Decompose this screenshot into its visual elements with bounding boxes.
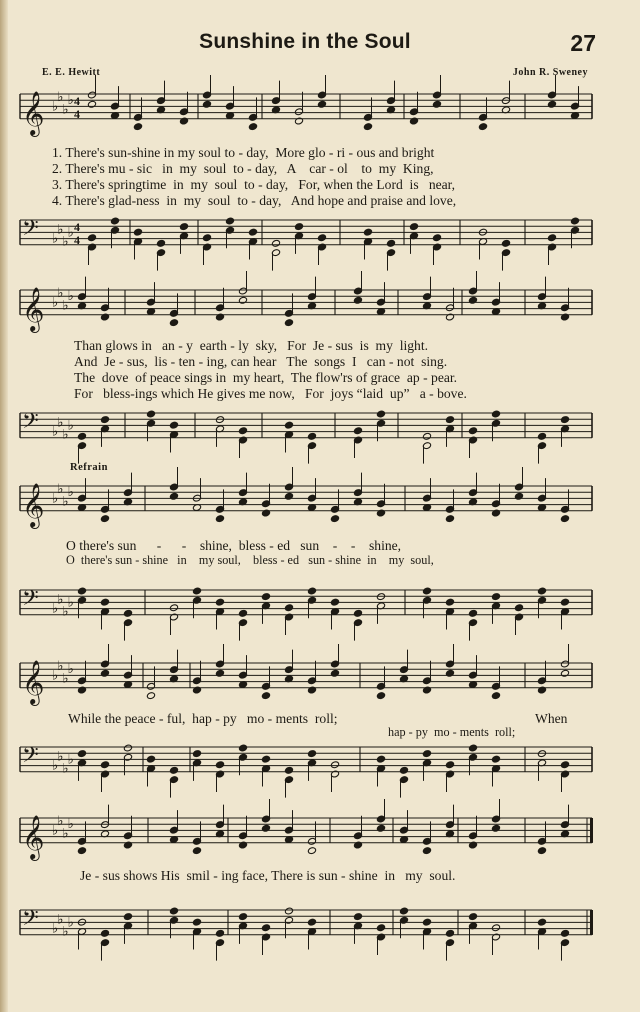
notehead bbox=[468, 841, 477, 849]
flat-icon: ♭ bbox=[52, 491, 59, 507]
notehead bbox=[468, 913, 477, 921]
notehead bbox=[376, 410, 385, 418]
notehead bbox=[215, 929, 224, 937]
notehead bbox=[169, 492, 178, 500]
notehead bbox=[330, 761, 339, 769]
flat-icon: ♭ bbox=[62, 671, 69, 687]
notehead bbox=[353, 841, 362, 849]
flat-icon: ♭ bbox=[62, 604, 69, 620]
notehead bbox=[547, 234, 556, 242]
notehead bbox=[215, 761, 224, 769]
notehead bbox=[307, 432, 316, 440]
refrain-line-3: Je - sus shows His smil - ing face, There is sun - shine in my soul. bbox=[80, 868, 456, 883]
notehead bbox=[445, 515, 454, 523]
notehead bbox=[225, 217, 234, 225]
flat-icon: ♭ bbox=[67, 418, 74, 434]
notehead bbox=[491, 924, 500, 932]
flat-icon: ♭ bbox=[67, 752, 74, 768]
final-barline bbox=[590, 910, 593, 935]
notehead bbox=[570, 217, 579, 225]
flat-icon: ♭ bbox=[52, 424, 59, 440]
notehead bbox=[491, 755, 500, 763]
notehead bbox=[468, 609, 477, 617]
notehead bbox=[307, 686, 316, 694]
refrain-line-2-echo: hap - py mo - ments roll; bbox=[388, 725, 516, 739]
notehead bbox=[261, 593, 270, 601]
treble-clef-icon: 𝄞 bbox=[22, 90, 45, 135]
notehead bbox=[491, 824, 500, 832]
notehead bbox=[100, 761, 109, 769]
verse-1-line-2: Than glows in an - y earth - ly sky, For Je - sus is my light. bbox=[74, 338, 429, 353]
notehead bbox=[560, 598, 569, 606]
notehead bbox=[238, 744, 247, 752]
flat-icon: ♭ bbox=[67, 662, 74, 678]
notehead bbox=[468, 296, 477, 304]
notehead bbox=[422, 918, 431, 926]
notehead bbox=[248, 123, 257, 131]
notehead bbox=[353, 913, 362, 921]
notehead bbox=[307, 918, 316, 926]
notehead bbox=[422, 587, 431, 595]
notehead bbox=[560, 929, 569, 937]
notehead bbox=[307, 847, 316, 855]
notehead bbox=[560, 313, 569, 321]
notehead bbox=[376, 924, 385, 932]
notehead bbox=[537, 587, 546, 595]
notehead bbox=[169, 766, 178, 774]
notehead bbox=[146, 692, 155, 700]
flat-icon: ♭ bbox=[52, 601, 59, 617]
flat-icon: ♭ bbox=[57, 749, 64, 765]
notehead bbox=[215, 313, 224, 321]
notehead bbox=[146, 410, 155, 418]
notehead bbox=[77, 750, 86, 758]
notehead bbox=[192, 750, 201, 758]
flat-icon: ♭ bbox=[62, 234, 69, 250]
notehead bbox=[169, 319, 178, 327]
verse-4-line-2: For bless-ings which He gives me now, For joys “laid up” a - bove. bbox=[74, 386, 467, 401]
notehead bbox=[445, 313, 454, 321]
notehead bbox=[169, 421, 178, 429]
notehead bbox=[514, 604, 523, 612]
notehead bbox=[432, 234, 441, 242]
flat-icon: ♭ bbox=[67, 595, 74, 611]
notehead bbox=[422, 750, 431, 758]
notehead bbox=[123, 609, 132, 617]
notehead bbox=[363, 228, 372, 236]
flat-icon: ♭ bbox=[62, 826, 69, 842]
flat-icon: ♭ bbox=[52, 99, 59, 115]
notehead bbox=[133, 123, 142, 131]
notehead bbox=[353, 427, 362, 435]
notehead bbox=[432, 100, 441, 108]
verse-2-line-1: 2. There's mu - sic in my soul to - day, A car - ol to my King, bbox=[52, 161, 434, 176]
notehead bbox=[271, 239, 280, 247]
flat-icon: ♭ bbox=[57, 482, 64, 498]
notehead bbox=[386, 239, 395, 247]
flat-icon: ♭ bbox=[57, 912, 64, 928]
notehead bbox=[77, 686, 86, 694]
flat-icon: ♭ bbox=[67, 485, 74, 501]
verse-3-line-1: 3. There's springtime in my soul to - day, For, when the Lord is near, bbox=[52, 177, 456, 192]
notehead bbox=[238, 427, 247, 435]
notehead bbox=[445, 761, 454, 769]
notehead bbox=[202, 100, 211, 108]
notehead bbox=[547, 100, 556, 108]
notehead bbox=[284, 319, 293, 327]
notehead bbox=[87, 234, 96, 242]
music-staves bbox=[20, 90, 593, 940]
time-signature: 4 bbox=[74, 107, 80, 121]
notehead bbox=[261, 692, 270, 700]
notehead bbox=[179, 117, 188, 125]
notehead bbox=[110, 217, 119, 225]
notehead bbox=[284, 421, 293, 429]
notehead bbox=[100, 416, 109, 424]
notehead bbox=[422, 432, 431, 440]
notehead bbox=[100, 929, 109, 937]
verse-4-line-1: 4. There's glad-ness in my soul to - day, And hope and praise and love, bbox=[52, 193, 457, 208]
hymn-title: Sunshine in the Soul bbox=[199, 30, 411, 53]
notehead bbox=[123, 913, 132, 921]
notehead bbox=[284, 907, 293, 915]
flat-icon: ♭ bbox=[52, 295, 59, 311]
verse-3-line-2: The dove of peace sings in my heart, The flow'rs of grace ap - pear. bbox=[74, 370, 458, 385]
bass-clef-icon: 𝄢 bbox=[22, 409, 39, 439]
notehead bbox=[409, 223, 418, 231]
notehead bbox=[261, 755, 270, 763]
refrain-label: Refrain bbox=[70, 462, 108, 473]
notehead bbox=[284, 604, 293, 612]
notehead bbox=[317, 100, 326, 108]
notehead bbox=[307, 750, 316, 758]
notehead bbox=[146, 755, 155, 763]
notehead bbox=[399, 766, 408, 774]
flat-icon: ♭ bbox=[52, 668, 59, 684]
notehead bbox=[169, 604, 178, 612]
flat-icon: ♭ bbox=[62, 102, 69, 118]
notehead bbox=[238, 296, 247, 304]
notehead bbox=[123, 744, 132, 752]
notehead bbox=[376, 509, 385, 517]
notehead bbox=[560, 669, 569, 677]
notehead bbox=[77, 587, 86, 595]
treble-clef-icon: 𝄞 bbox=[22, 659, 45, 704]
notehead bbox=[537, 847, 546, 855]
flat-icon: ♭ bbox=[62, 761, 69, 777]
flat-icon: ♭ bbox=[62, 494, 69, 510]
notehead bbox=[100, 515, 109, 523]
notehead bbox=[317, 234, 326, 242]
refrain-line-1: O there's sun - - shine, bless - ed sun - - shine, bbox=[66, 538, 402, 553]
hymn-number: 27 bbox=[570, 30, 596, 56]
flat-icon: ♭ bbox=[52, 823, 59, 839]
notehead bbox=[192, 847, 201, 855]
notehead bbox=[560, 416, 569, 424]
flat-icon: ♭ bbox=[67, 93, 74, 109]
treble-clef-icon: 𝄞 bbox=[22, 286, 45, 331]
time-signature: 4 bbox=[74, 220, 80, 234]
notehead bbox=[422, 686, 431, 694]
notehead bbox=[215, 598, 224, 606]
flat-icon: ♭ bbox=[62, 924, 69, 940]
flat-icon: ♭ bbox=[67, 225, 74, 241]
notehead bbox=[215, 515, 224, 523]
notehead bbox=[491, 509, 500, 517]
flat-icon: ♭ bbox=[57, 814, 64, 830]
flat-icon: ♭ bbox=[67, 915, 74, 931]
flat-icon: ♭ bbox=[67, 289, 74, 305]
notehead bbox=[238, 609, 247, 617]
notehead bbox=[501, 239, 510, 247]
treble-clef-icon: 𝄞 bbox=[22, 814, 45, 859]
notehead bbox=[77, 847, 86, 855]
time-signature: 4 bbox=[74, 94, 80, 108]
notehead bbox=[537, 918, 546, 926]
notehead bbox=[399, 907, 408, 915]
notehead bbox=[560, 761, 569, 769]
notehead bbox=[307, 587, 316, 595]
bass-clef-icon: 𝄢 bbox=[22, 906, 39, 936]
bass-clef-icon: 𝄢 bbox=[22, 216, 39, 246]
notehead bbox=[238, 841, 247, 849]
notehead bbox=[284, 492, 293, 500]
notehead bbox=[491, 692, 500, 700]
notehead bbox=[133, 228, 142, 236]
notehead bbox=[284, 766, 293, 774]
notehead bbox=[330, 598, 339, 606]
words-credit: E. E. Hewitt bbox=[42, 67, 101, 78]
notehead bbox=[215, 669, 224, 677]
notehead bbox=[261, 509, 270, 517]
notehead bbox=[468, 427, 477, 435]
notehead bbox=[192, 918, 201, 926]
notehead bbox=[330, 669, 339, 677]
refrain-line-2-end: When bbox=[535, 711, 568, 726]
notehead bbox=[248, 228, 257, 236]
notehead bbox=[445, 598, 454, 606]
notehead bbox=[238, 913, 247, 921]
notehead bbox=[376, 824, 385, 832]
notehead bbox=[330, 515, 339, 523]
notehead bbox=[445, 929, 454, 937]
notehead bbox=[376, 755, 385, 763]
notehead bbox=[422, 847, 431, 855]
notehead bbox=[100, 669, 109, 677]
notehead bbox=[514, 492, 523, 500]
notehead bbox=[202, 234, 211, 242]
notehead bbox=[192, 587, 201, 595]
flat-icon: ♭ bbox=[57, 415, 64, 431]
verse-2-line-2: And Je - sus, lis - ten - ing, can hear The songs I can - not sing. bbox=[74, 354, 448, 369]
music-notes bbox=[77, 75, 579, 961]
refrain-line-1-echo: O there's sun - shine in my soul, bless - ed sun - shine in my soul, bbox=[66, 553, 434, 567]
flat-icon: ♭ bbox=[62, 427, 69, 443]
notehead bbox=[123, 841, 132, 849]
notehead bbox=[560, 515, 569, 523]
flat-icon: ♭ bbox=[52, 758, 59, 774]
notehead bbox=[537, 686, 546, 694]
time-signature: 4 bbox=[74, 233, 80, 247]
flat-icon: ♭ bbox=[57, 222, 64, 238]
notehead bbox=[294, 223, 303, 231]
notehead bbox=[192, 686, 201, 694]
notehead bbox=[376, 692, 385, 700]
notehead bbox=[445, 669, 454, 677]
flat-icon: ♭ bbox=[57, 286, 64, 302]
notehead bbox=[87, 100, 96, 108]
notehead bbox=[169, 907, 178, 915]
notehead bbox=[445, 416, 454, 424]
notehead bbox=[491, 593, 500, 601]
notehead bbox=[353, 609, 362, 617]
notehead bbox=[261, 924, 270, 932]
notehead bbox=[409, 117, 418, 125]
verse-1-line-1: 1. There's sun-shine in my soul to - day, More glo - ri - ous and bright bbox=[52, 145, 435, 160]
notehead bbox=[468, 744, 477, 752]
notehead bbox=[478, 123, 487, 131]
flat-icon: ♭ bbox=[57, 592, 64, 608]
notehead bbox=[363, 123, 372, 131]
notehead bbox=[294, 117, 303, 125]
notehead bbox=[156, 239, 165, 247]
notehead bbox=[77, 432, 86, 440]
refrain-line-2: While the peace - ful, hap - py mo - ments roll; bbox=[68, 711, 338, 726]
notehead bbox=[261, 824, 270, 832]
flat-icon: ♭ bbox=[62, 298, 69, 314]
notehead bbox=[537, 432, 546, 440]
bass-clef-icon: 𝄢 bbox=[22, 586, 39, 616]
treble-clef-icon: 𝄞 bbox=[22, 482, 45, 527]
final-barline bbox=[590, 818, 593, 843]
flat-icon: ♭ bbox=[57, 90, 64, 106]
notehead bbox=[179, 223, 188, 231]
flat-icon: ♭ bbox=[52, 921, 59, 937]
notehead bbox=[100, 598, 109, 606]
bass-clef-icon: 𝄢 bbox=[22, 743, 39, 773]
music-credit: John R. Sweney bbox=[512, 67, 588, 78]
flat-icon: ♭ bbox=[67, 817, 74, 833]
flat-icon: ♭ bbox=[52, 231, 59, 247]
notehead bbox=[100, 313, 109, 321]
flat-icon: ♭ bbox=[57, 659, 64, 675]
notehead bbox=[353, 296, 362, 304]
notehead bbox=[491, 410, 500, 418]
